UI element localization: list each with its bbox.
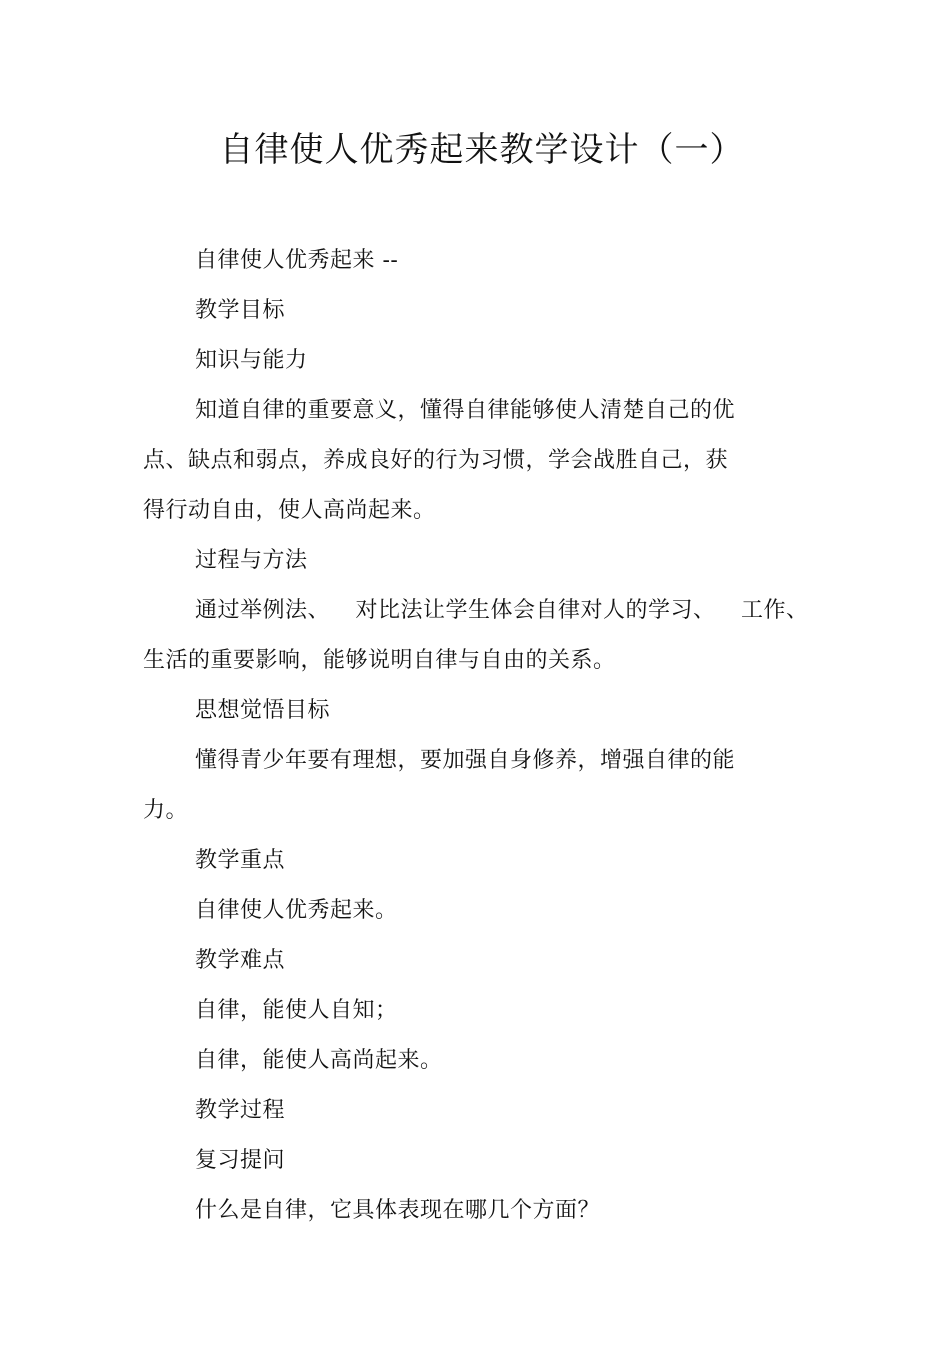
- heading-teaching-process: 教学过程: [195, 1098, 286, 1123]
- paragraph-line: 力。: [143, 798, 189, 823]
- heading-process-method: 过程与方法: [195, 548, 308, 573]
- heading-teaching-goals: 教学目标: [195, 298, 286, 323]
- paragraph-line: 点、缺点和弱点，养成良好的行为习惯，学会战胜自己，获: [143, 448, 729, 473]
- paragraph-line: 通过举例法、 对比法让学生体会自律对人的学习、 工作、: [195, 598, 809, 623]
- subtitle-line: 自律使人优秀起来 --: [195, 248, 399, 273]
- heading-key-point: 教学重点: [195, 848, 286, 873]
- paragraph-line: 自律，能使人高尚起来。: [195, 1048, 443, 1073]
- heading-difficulty: 教学难点: [195, 948, 286, 973]
- paragraph-line: 生活的重要影响，能够说明自律与自由的关系。: [143, 648, 616, 673]
- heading-thought-goal: 思想觉悟目标: [195, 698, 331, 723]
- heading-review-question: 复习提问: [195, 1148, 286, 1173]
- document-title: 自律使人优秀起来教学设计（一）: [219, 130, 745, 170]
- paragraph-line: 自律使人优秀起来。: [195, 898, 398, 923]
- paragraph-line: 得行动自由，使人高尚起来。: [143, 498, 436, 523]
- paragraph-line: 自律，能使人自知；: [195, 998, 398, 1023]
- paragraph-line: 什么是自律，它具体表现在哪几个方面？: [195, 1198, 601, 1223]
- paragraph-line: 知道自律的重要意义，懂得自律能够使人清楚自己的优: [195, 398, 736, 423]
- heading-knowledge-ability: 知识与能力: [195, 348, 308, 373]
- paragraph-line: 懂得青少年要有理想，要加强自身修养，增强自律的能: [195, 748, 736, 773]
